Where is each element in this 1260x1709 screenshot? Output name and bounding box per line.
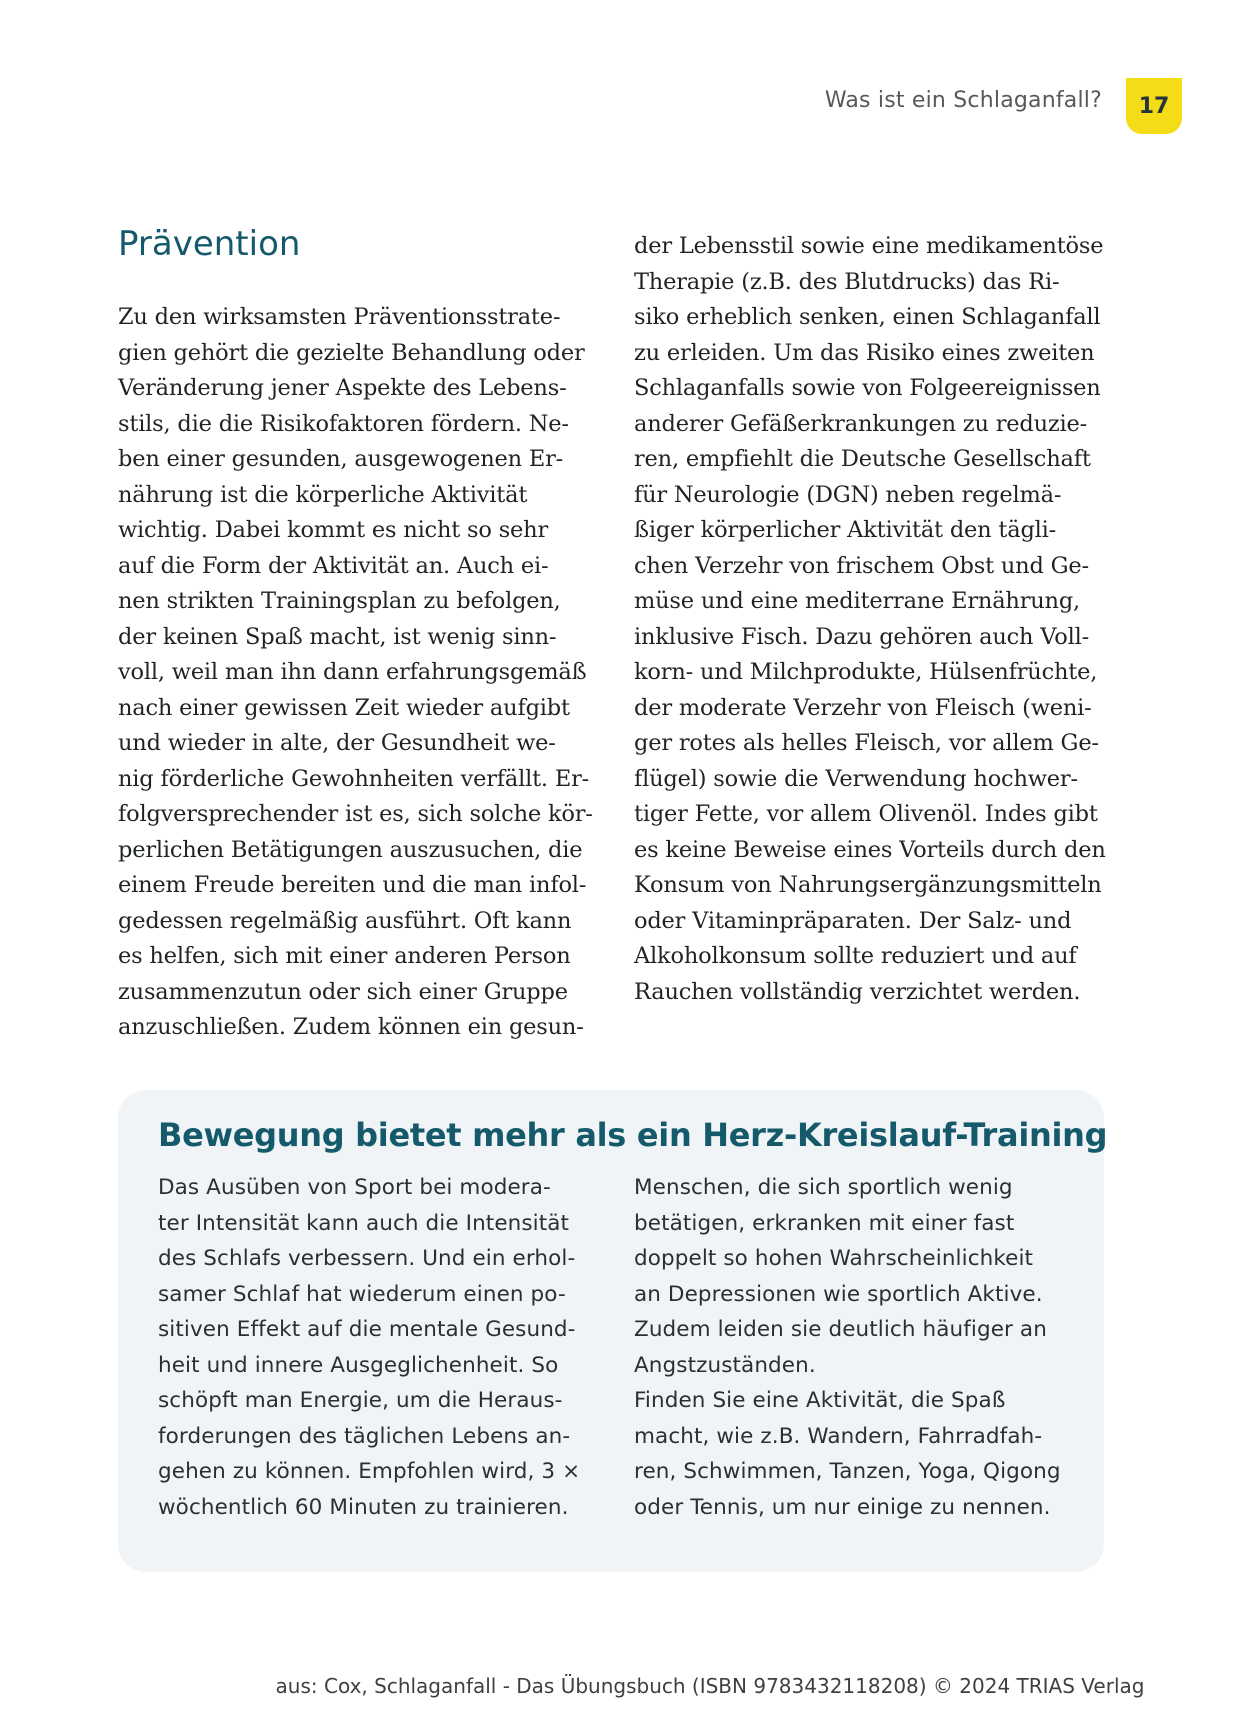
text-line: Konsum von Nahrungsergänzungsmitteln bbox=[634, 872, 1102, 898]
info-text-line: macht, wie z.B. Wandern, Fahrradfah- bbox=[634, 1423, 1043, 1449]
info-text-line: ter Intensität kann auch die Intensität bbox=[158, 1210, 570, 1236]
info-text-line: des Schlafs verbessern. Und ein erhol- bbox=[158, 1246, 576, 1271]
info-text-line: wöchentlich 60 Minuten zu trainieren. bbox=[158, 1494, 569, 1520]
text-line: Therapie (z.B. des Blutdrucks) das Ri- bbox=[634, 268, 1060, 295]
text-line: tiger Fette, vor allem Olivenöl. Indes gibt bbox=[634, 801, 1098, 827]
text-line: der keinen Spaß macht, ist wenig sinn- bbox=[118, 623, 557, 650]
text-line: und wieder in alte, der Gesundheit we- bbox=[118, 730, 556, 756]
text-line: folgversprechender ist es, sich solche kör- bbox=[118, 801, 593, 827]
text-line: chen Verzehr von frischem Obst und Ge- bbox=[634, 552, 1089, 579]
text-line: nig förderliche Gewohnheiten verfällt. Er- bbox=[118, 765, 590, 792]
info-text-line: heit und innere Ausgeglichenheit. So bbox=[158, 1352, 559, 1378]
page-number-badge: 17 bbox=[1126, 78, 1182, 134]
text-line: der Lebensstil sowie eine medikamentöse bbox=[634, 233, 1104, 259]
text-line: zu erleiden. Um das Risiko eines zweiten bbox=[634, 339, 1095, 366]
text-line: perlichen Betätigungen auszusuchen, die bbox=[118, 836, 583, 863]
text-line: Rauchen vollständig verzichtet werden. bbox=[634, 978, 1081, 1005]
text-line: ren, empfiehlt die Deutsche Gesellschaft bbox=[634, 446, 1091, 472]
text-line: gien gehört die gezielte Behandlung oder bbox=[118, 339, 585, 366]
text-line: wichtig. Dabei kommt es nicht so sehr bbox=[118, 517, 548, 543]
text-line: flügel) sowie die Verwendung hochwer- bbox=[634, 765, 1078, 792]
info-text-line: Das Ausüben von Sport bei modera- bbox=[158, 1175, 551, 1200]
text-line: Veränderung jener Aspekte des Lebens- bbox=[118, 375, 567, 401]
info-box-heading: Bewegung bietet mehr als ein Herz-Kreislauf-Training bbox=[158, 1116, 1108, 1154]
info-text-line: doppelt so hohen Wahrscheinlichkeit bbox=[634, 1246, 1034, 1271]
info-text-line: ren, Schwimmen, Tanzen, Yoga, Qigong bbox=[634, 1459, 1061, 1484]
text-line: einem Freude bereiten und die man infol- bbox=[118, 872, 587, 898]
info-text-line: schöpft man Energie, um die Heraus- bbox=[158, 1388, 563, 1413]
info-text-line: sitiven Effekt auf die mentale Gesund- bbox=[158, 1317, 576, 1342]
text-line: nen strikten Trainingsplan zu befolgen, bbox=[118, 588, 561, 614]
text-line: es helfen, sich mit einer anderen Person bbox=[118, 943, 571, 969]
text-line: auf die Form der Aktivität an. Auch ei- bbox=[118, 552, 549, 579]
info-text-line: an Depressionen wie sportlich Aktive. bbox=[634, 1281, 1043, 1307]
text-line: gedessen regelmäßig ausführt. Oft kann bbox=[118, 907, 572, 934]
text-line: Zu den wirksamsten Präventionsstrate- bbox=[118, 304, 561, 330]
text-line: Schlaganfalls sowie von Folgeereignissen bbox=[634, 375, 1101, 401]
text-line: voll, weil man ihn dann erfahrungsgemäß bbox=[118, 659, 587, 685]
info-text-line: Angstzuständen. bbox=[634, 1352, 816, 1378]
section-heading: Prävention bbox=[118, 224, 301, 264]
info-text-line: gehen zu können. Empfohlen wird, 3 × bbox=[158, 1459, 581, 1484]
text-line: es keine Beweise eines Vorteils durch den bbox=[634, 836, 1106, 863]
text-line: oder Vitaminpräparaten. Der Salz- und bbox=[634, 907, 1072, 934]
text-line: Alkoholkonsum sollte reduziert und auf bbox=[634, 943, 1077, 969]
text-line: für Neurologie (DGN) neben regelmä- bbox=[634, 481, 1062, 508]
text-line: ben einer gesunden, ausgewogenen Er- bbox=[118, 446, 564, 472]
text-line: ger rotes als helles Fleisch, vor allem Ge- bbox=[634, 730, 1099, 756]
text-line: nach einer gewissen Zeit wieder aufgibt bbox=[118, 694, 570, 721]
running-header: Was ist ein Schlaganfall? bbox=[824, 88, 1102, 113]
info-text-line: Zudem leiden sie deutlich häufiger an bbox=[634, 1317, 1047, 1342]
info-text-line: samer Schlaf hat wiederum einen po- bbox=[158, 1281, 566, 1307]
text-line: korn- und Milchprodukte, Hülsenfrüchte, bbox=[634, 659, 1098, 685]
info-text-line: Menschen, die sich sportlich wenig bbox=[634, 1175, 1013, 1200]
info-text-line: betätigen, erkranken mit einer fast bbox=[634, 1210, 1015, 1236]
text-line: stils, die die Risikofaktoren fördern. Ne- bbox=[118, 410, 569, 437]
info-text-line: Finden Sie eine Aktivität, die Spaß bbox=[634, 1388, 1006, 1413]
source-footer bbox=[0, 1674, 1260, 1698]
info-text-line: forderungen des täglichen Lebens an- bbox=[158, 1423, 571, 1449]
text-line: siko erheblich senken, einen Schlaganfall bbox=[634, 304, 1101, 330]
text-line: ßiger körperlicher Aktivität den tägli- bbox=[634, 517, 1057, 543]
footer-text: aus: Cox, Schlaganfall - Das Übungsbuch (ISBN 9783432118208) © 2024 TRIAS Verlag bbox=[275, 1674, 1145, 1698]
text-line: zusammenzutun oder sich einer Gruppe bbox=[118, 978, 568, 1005]
text-line: inklusive Fisch. Dazu gehören auch Voll- bbox=[634, 623, 1089, 650]
info-text-line: oder Tennis, um nur einige zu nennen. bbox=[634, 1494, 1051, 1520]
text-line: anzuschließen. Zudem können ein gesun- bbox=[118, 1014, 584, 1040]
text-line: der moderate Verzehr von Fleisch (weni- bbox=[634, 694, 1092, 721]
text-line: nährung ist die körperliche Aktivität bbox=[118, 481, 528, 508]
text-line: anderer Gefäßerkrankungen zu reduzie- bbox=[634, 410, 1088, 437]
text-line: müse und eine mediterrane Ernährung, bbox=[634, 588, 1081, 614]
